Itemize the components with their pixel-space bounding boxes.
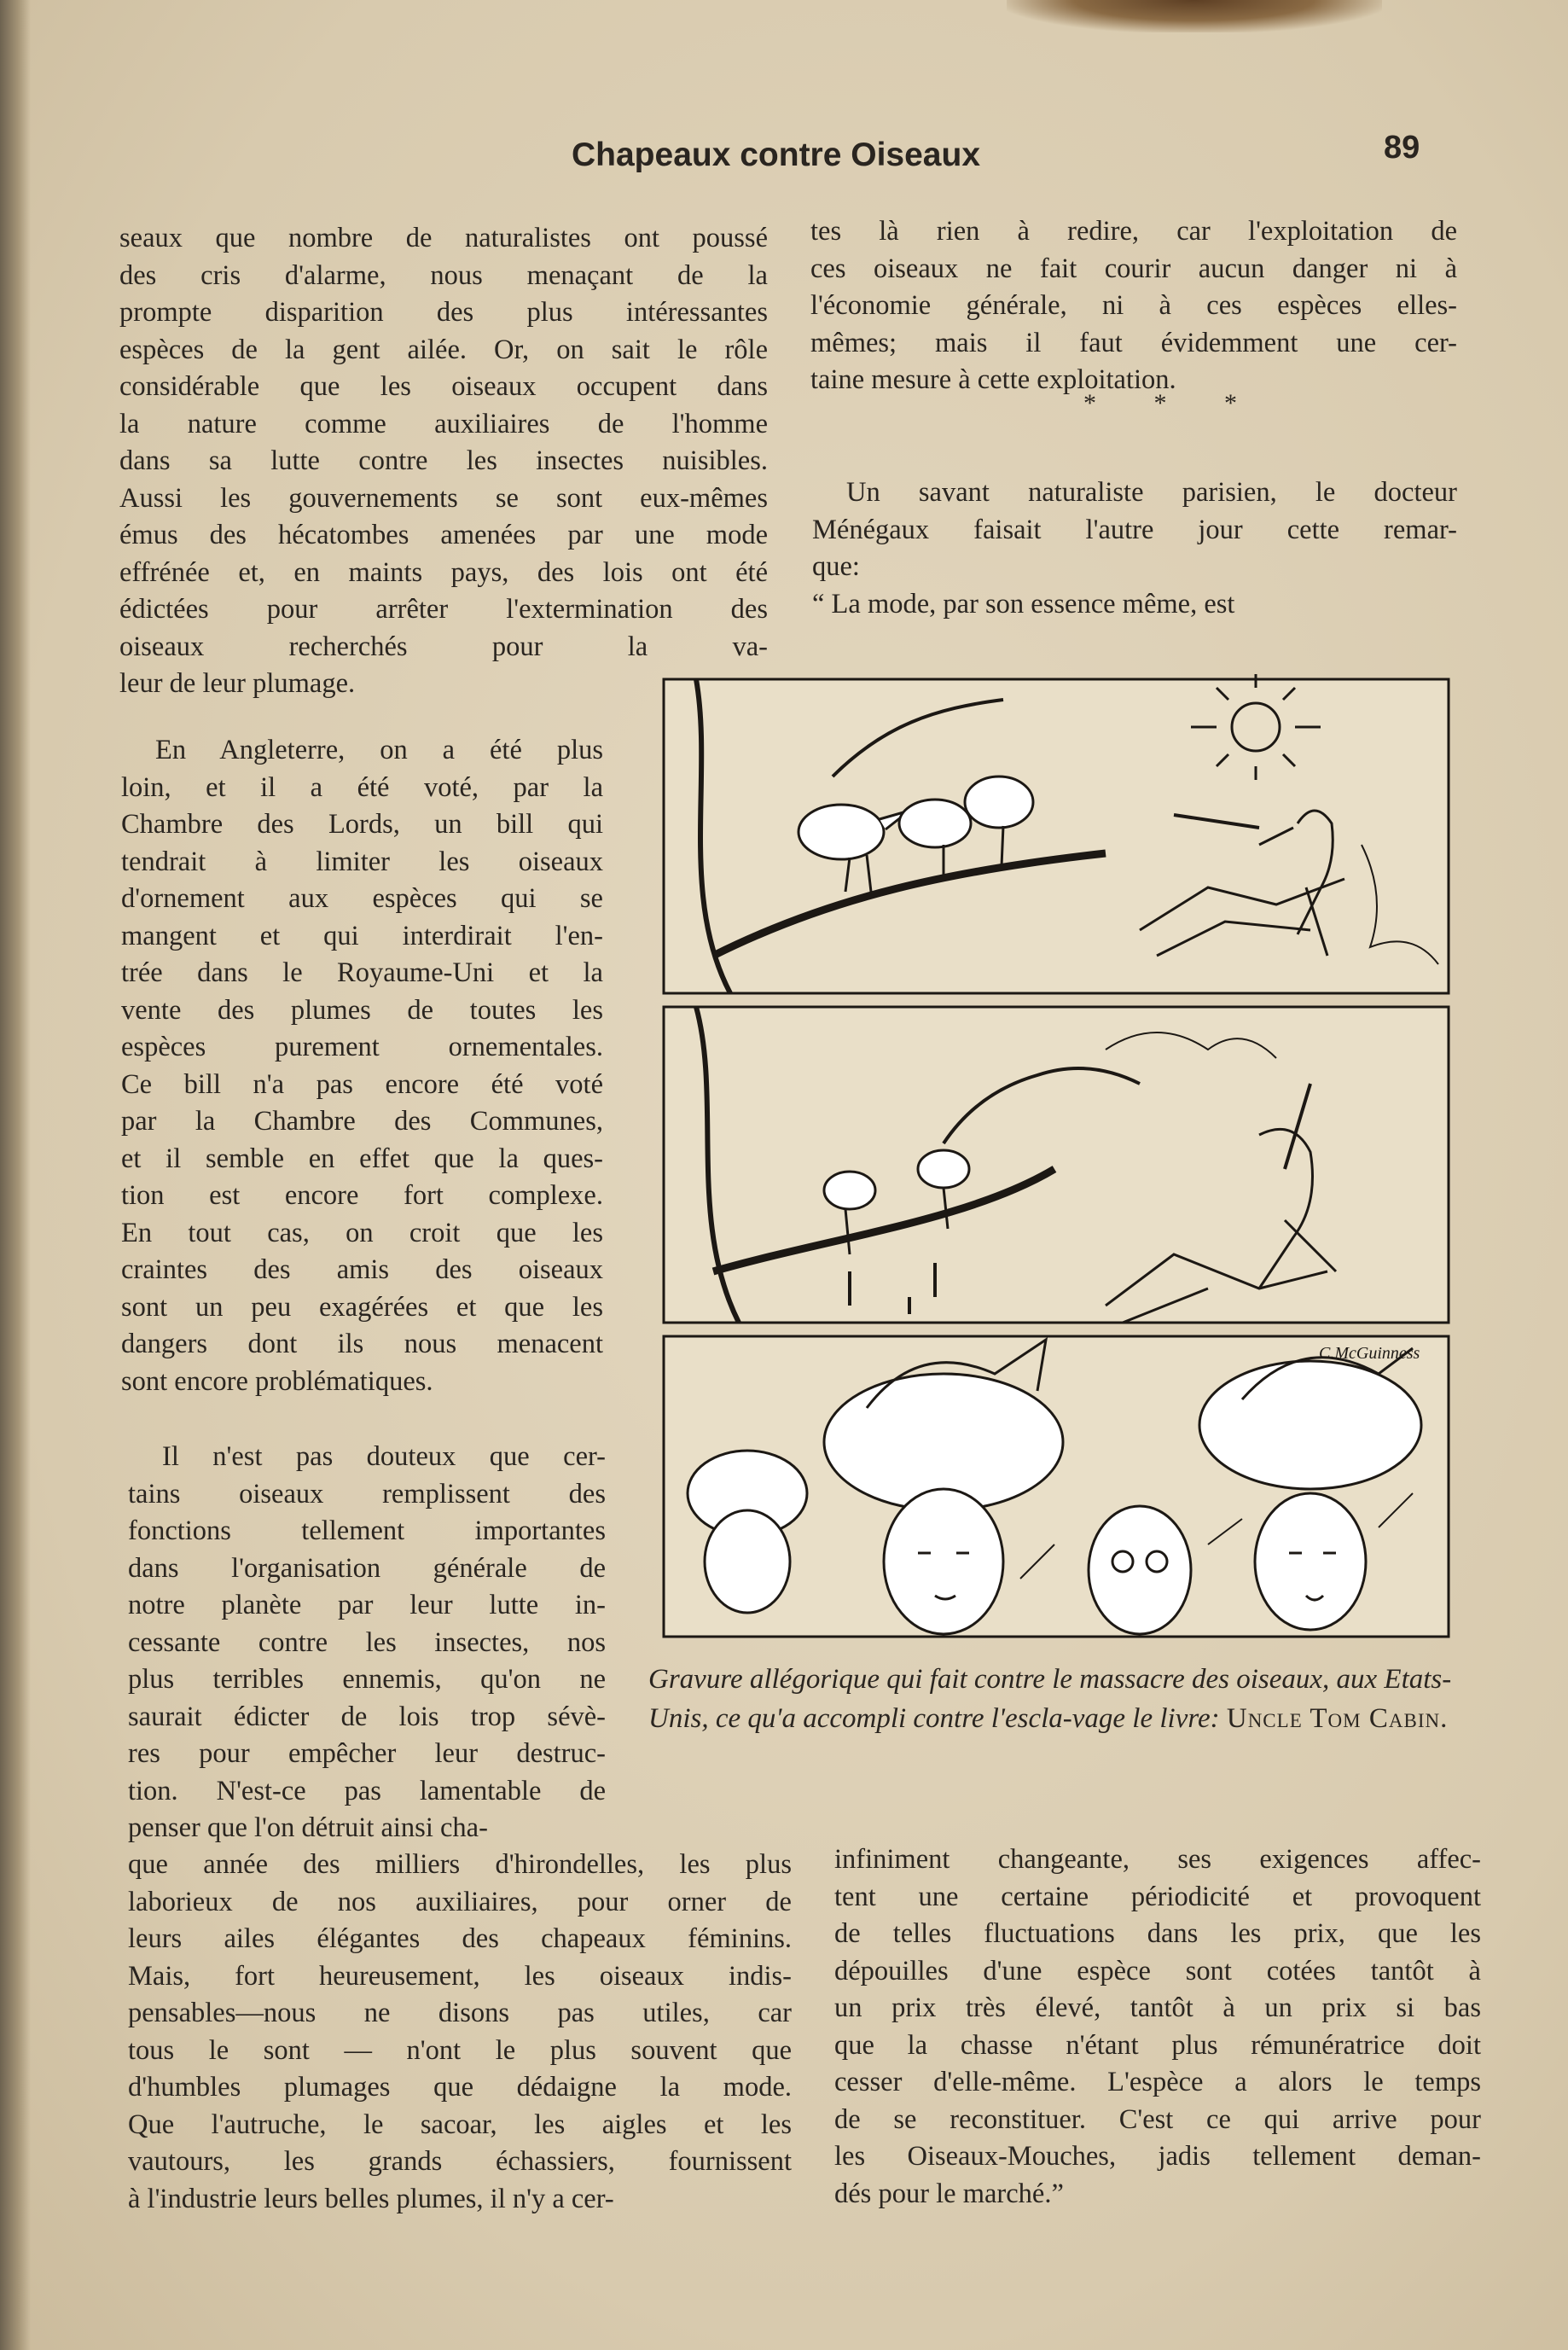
page-stain: [1007, 0, 1382, 32]
right-column-menegaux-paragraph: [812, 474, 1457, 623]
text-line: la nature comme auxiliaires de l'homme: [119, 408, 768, 439]
left-column-angleterre-paragraph: [121, 732, 603, 1400]
running-title: Chapeaux contre Oiseaux: [572, 137, 981, 173]
text-line: En tout cas, on croit que les: [121, 1217, 603, 1248]
text-line: dans sa lutte contre les insectes nuisibles.: [119, 445, 768, 476]
text-line: craintes des amis des oiseaux: [121, 1254, 603, 1285]
text-line: sont un peu exagérées et que les: [121, 1291, 603, 1323]
text-line: prompte disparition des plus intéressantes: [119, 297, 768, 328]
text-line: Mais, fort heureusement, les oiseaux indis-: [128, 1960, 792, 1992]
text-line: Un savant naturaliste parisien, le docteur: [846, 477, 1457, 508]
text-line: que:: [812, 551, 860, 582]
text-line: tendrait à limiter les oiseaux: [121, 846, 603, 877]
text-line: espèces de la gent ailée. Or, on sait le rôle: [119, 334, 768, 365]
text-line: cessante contre les insectes, nos: [128, 1626, 606, 1658]
text-line: trée dans le Royaume-Uni et la: [121, 957, 603, 988]
left-column-douteux-paragraph: [128, 1439, 606, 1847]
text-line: res pour empêcher leur destruc-: [128, 1738, 606, 1769]
text-line: d'humbles plumages que dédaigne la mode.: [128, 2072, 792, 2103]
text-line: effrénée et, en maints pays, des lois ont été: [119, 556, 768, 588]
text-line: un prix très élevé, tantôt à un prix si bas: [834, 1992, 1481, 2023]
text-line: seaux que nombre de naturalistes ont poussé: [119, 223, 768, 253]
text-line: de telles fluctuations dans les prix, que les: [834, 1918, 1481, 1949]
left-column-bottom-paragraph: [128, 1847, 792, 2218]
panel-ladies-with-bird-hats: [664, 1336, 1449, 1637]
text-line: à l'industrie leurs belles plumes, il n'y a cer-: [128, 2183, 614, 2214]
text-line: espèces purement ornementales.: [121, 1032, 603, 1062]
text-line: Aussi les gouvernements se sont eux-mêmes: [119, 482, 768, 514]
left-column-top-paragraph: [119, 220, 768, 703]
text-line: Chambre des Lords, un bill qui: [121, 809, 603, 840]
text-line: penser que l'on détruit ainsi cha-: [128, 1812, 488, 1843]
text-line: et il semble en effet que la ques-: [121, 1143, 603, 1174]
text-line: Ménégaux faisait l'autre jour cette remar-: [812, 514, 1457, 545]
text-line: tion. N'est-ce pas lamentable de: [128, 1775, 606, 1806]
text-line: sont encore problématiques.: [121, 1365, 433, 1397]
text-line: dépouilles d'une espèce sont cotées tantôt à: [834, 1955, 1481, 1986]
text-line: saurait édicter de lois trop sévè-: [128, 1701, 606, 1732]
right-column-bottom-paragraph: [834, 1841, 1481, 2213]
text-line: que année des milliers d'hirondelles, les plus: [128, 1849, 792, 1880]
text-line: “ La mode, par son essence même, est: [812, 588, 1235, 619]
text-line: mangent et qui interdirait l'en-: [121, 920, 603, 951]
allegorical-engraving: [662, 674, 1455, 1638]
text-line: considérable que les oiseaux occupent dans: [119, 371, 768, 402]
page-number: 89: [1384, 130, 1420, 166]
text-line: Il n'est pas douteux que cer-: [162, 1441, 606, 1472]
text-line: tous le sont — n'ont le plus souvent que: [128, 2034, 792, 2066]
text-line: émus des hécatombes amenées par une mode: [119, 520, 768, 550]
text-line: Ce bill n'a pas encore été voté: [121, 1068, 603, 1100]
text-line: leur de leur plumage.: [119, 668, 356, 699]
text-line: taine mesure à cette exploitation.: [810, 364, 1176, 395]
text-line: dangers dont ils nous menacent: [121, 1329, 603, 1359]
text-line: plus terribles ennemis, qu'on ne: [128, 1664, 606, 1695]
text-line: mêmes; mais il faut évidemment une cer-: [810, 327, 1457, 358]
text-line: En Angleterre, on a été plus: [155, 735, 603, 765]
illustrator-signature: C.McGuinness: [1319, 1344, 1420, 1363]
section-separator: * * *: [1083, 389, 1263, 417]
text-line: que la chasse n'étant plus rémunératrice doit: [834, 2029, 1481, 2061]
text-line: pensables—nous ne disons pas utiles, car: [128, 1998, 792, 2028]
text-line: tes là rien à redire, car l'exploitation de: [810, 216, 1457, 247]
text-line: l'économie générale, ni à ces espèces elles-: [810, 290, 1457, 321]
text-line: par la Chambre des Communes,: [121, 1106, 603, 1137]
right-column-top-paragraph: [810, 213, 1457, 399]
text-line: tion est encore fort complexe.: [121, 1180, 603, 1211]
text-line: oiseaux recherchés pour la va-: [119, 631, 768, 662]
text-line: loin, et il a été voté, par la: [121, 771, 603, 803]
text-line: notre planète par leur lutte in-: [128, 1590, 606, 1620]
text-line: des cris d'alarme, nous menaçant de la: [119, 259, 768, 291]
caption-book-title: Uncle Tom Cabin.: [1226, 1703, 1449, 1734]
text-line: de se reconstituer. C'est ce qui arrive pour: [834, 2103, 1481, 2135]
text-line: vente des plumes de toutes les: [121, 994, 603, 1026]
panel-wounded-birds-hunter: [664, 1007, 1449, 1323]
text-line: infiniment changeante, ses exigences affec-: [834, 1844, 1481, 1875]
text-line: tent une certaine périodicité et provoquent: [834, 1881, 1481, 1912]
text-line: leurs ailes élégantes des chapeaux féminins.: [128, 1923, 792, 1954]
text-line: cesser d'elle-même. L'espèce a alors le temps: [834, 2067, 1481, 2097]
book-spine-shadow: [0, 0, 31, 2350]
text-line: tains oiseaux remplissent des: [128, 1478, 606, 1509]
figure-caption: [648, 1660, 1467, 1738]
text-line: dans l'organisation générale de: [128, 1552, 606, 1584]
text-line: édictées pour arrêter l'extermination des: [119, 594, 768, 625]
caption-text: Gravure allégorique qui fait contre le massacre des oiseaux, aux Etats-Unis, ce qu'a accompli contre l'escla-vage le livre:: [648, 1664, 1452, 1734]
text-line: ces oiseaux ne fait courir aucun danger ni à: [810, 253, 1457, 284]
text-line: fonctions tellement importantes: [128, 1515, 606, 1546]
text-line: dés pour le marché.”: [834, 2178, 1064, 2209]
text-line: les Oiseaux-Mouches, jadis tellement deman-: [834, 2141, 1481, 2172]
text-line: laborieux de nos auxiliaires, pour orner de: [128, 1886, 792, 1917]
panel-birds-on-branch-hunter: [664, 674, 1449, 993]
text-line: d'ornement aux espèces qui se: [121, 883, 603, 914]
text-line: Que l'autruche, le sacoar, les aigles et les: [128, 2109, 792, 2140]
text-line: vautours, les grands échassiers, fournissent: [128, 2146, 792, 2177]
